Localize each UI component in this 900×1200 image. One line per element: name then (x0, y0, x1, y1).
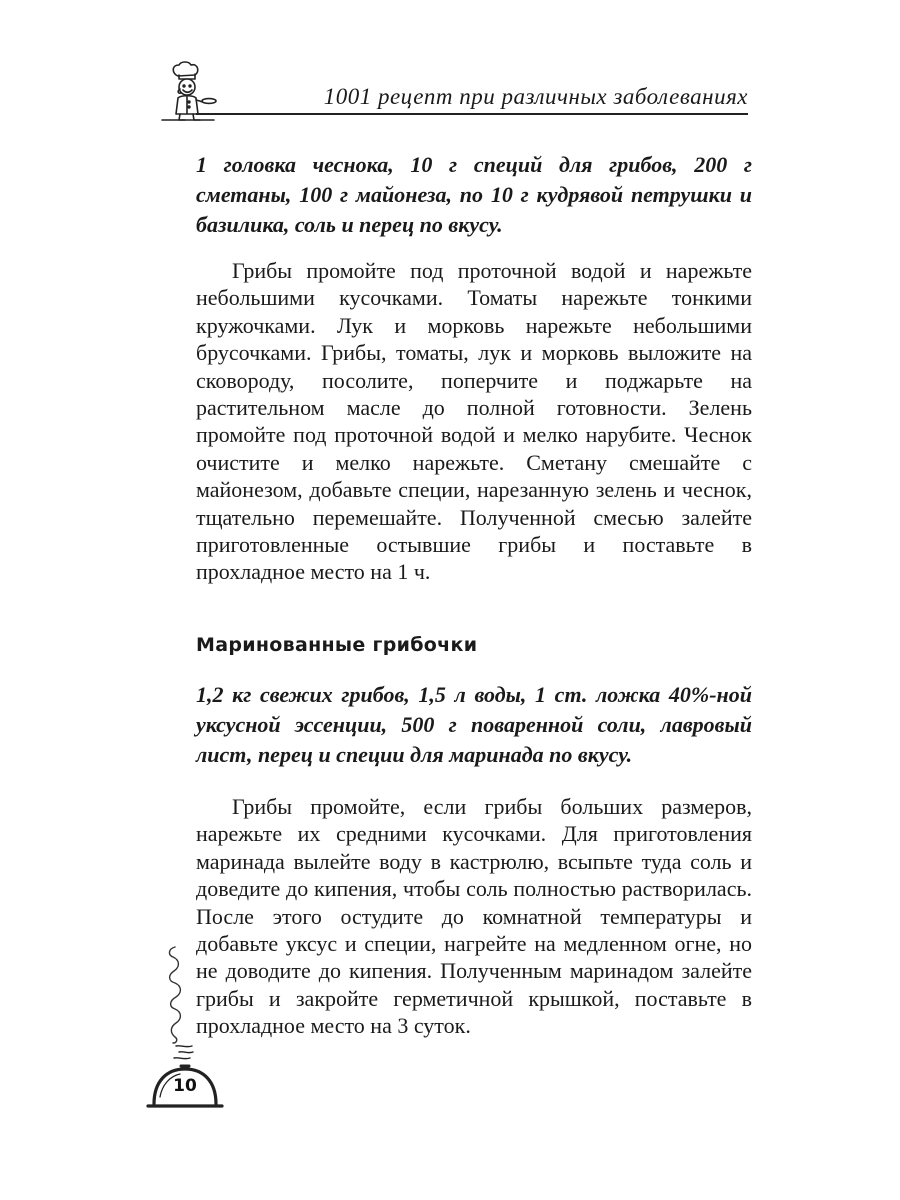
swirl-ornament-icon (164, 945, 186, 1045)
header-divider (196, 113, 748, 115)
page-number: 10 (173, 1076, 197, 1096)
running-header-title: 1001 рецепт при различных заболеваниях (323, 84, 748, 109)
recipe2-instructions: Грибы промойте, если грибы больших размеров, нарежьте их средними кусочками. Для приготовления маринада вылейте воду в кастрюлю, всыпьте туда соль и доведите до кипения, чтобы соль полностью растворилась. После этого остудите до комнатной температуры и добавьте уксус и специи, нагрейте на медленном огне, но не доводите до кипения. Полученным маринадом залейте грибы и закройте герметичной крышкой, поставьте в прохладное место на 3 суток. (196, 794, 752, 1039)
recipe2-title: Маринованные грибочки (196, 634, 478, 656)
recipe2-ingredients: 1,2 кг свежих грибов, 1,5 л воды, 1 ст. ложка 40%-ной уксусной эссенции, 500 г поваренной соли, лавровый лист, перец и специи для маринада по вкусу. (196, 682, 752, 767)
recipe1-ingredients: 1 головка чеснока, 10 г специй для грибов, 200 г сметаны, 100 г майонеза, по 10 г кудрявой петрушки и базилика, соль и перец по вкусу. (196, 152, 752, 237)
recipe1-instructions: Грибы промойте под проточной водой и нарежьте небольшими кусочками. Томаты нарежьте тонкими кружочками. Лук и морковь нарежьте небольшими брусочками. Грибы, томаты, лук и морковь выложите на сковороду, посолите, поперчите и поджарьте на растительном масле до полной готовности. Зелень промойте под проточной водой и мелко нарубите. Чеснок очистите и мелко нарежьте. Сметану смешайте с майонезом, добавьте специи, нарезанную зелень и чеснок, тщательно перемешайте. Полученной смесью залейте приготовленные остывшие грибы и поставьте в прохладное место на 1 ч. (196, 258, 752, 585)
